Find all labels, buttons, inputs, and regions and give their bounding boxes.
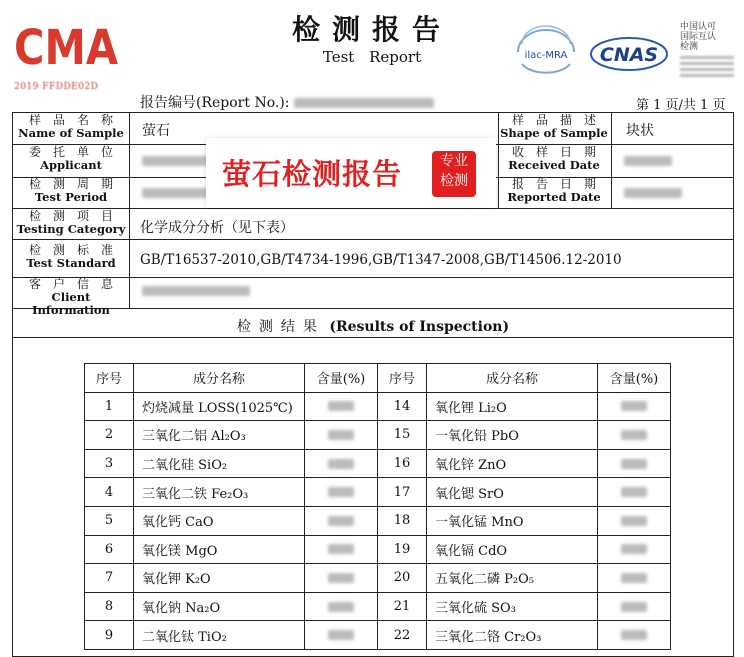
row-no: 19: [378, 535, 427, 564]
ilac-mra-logo: [512, 26, 580, 76]
row-no: 4: [85, 478, 134, 507]
results-table: [84, 363, 671, 650]
row-name: 三氧化二铁 Fe₂O₃: [134, 478, 305, 507]
row-content-redacted: [598, 535, 671, 564]
report-number-redacted: [294, 98, 434, 108]
report-number: [140, 92, 434, 112]
row-content-redacted: [305, 621, 378, 650]
row-no: 9: [85, 621, 134, 650]
row-no: 18: [378, 506, 427, 535]
value-test-period-redacted: [142, 188, 208, 198]
value-client-redacted: [142, 286, 250, 296]
row-no: 21: [378, 592, 427, 621]
value-applicant-redacted: [142, 156, 212, 166]
row-content-redacted: [305, 592, 378, 621]
page-info: 第 1 页/共 1 页: [636, 98, 726, 113]
row-name: 氧化镉 CdO: [427, 535, 598, 564]
row-name: 氧化锶 SrO: [427, 478, 598, 507]
report-number-label: 报告编号(Report No.):: [140, 95, 290, 111]
row-name: 三氧化硫 SO₃: [427, 592, 598, 621]
row-content-redacted: [598, 564, 671, 593]
row-name: 五氧化二磷 P₂O₅: [427, 564, 598, 593]
row-name: 灼烧减量 LOSS(1025℃): [134, 392, 305, 421]
label-test-standard: 检测标准 Test Standard: [26, 243, 125, 270]
row-content-redacted: [598, 592, 671, 621]
row-content-redacted: [598, 392, 671, 421]
row-name: 氧化镁 MgO: [134, 535, 305, 564]
report-title-cn: 检测报告: [291, 13, 452, 46]
row-no: 5: [85, 506, 134, 535]
label-test-period: 检测周期 Test Period: [28, 177, 125, 204]
table-row: [85, 535, 671, 564]
row-name: 一氧化铅 PbO: [427, 421, 598, 450]
row-no: 3: [85, 449, 134, 478]
table-row: [85, 449, 671, 478]
row-name: 氧化钙 CaO: [134, 506, 305, 535]
row-content-redacted: [305, 506, 378, 535]
row-name: 二氧化钛 TiO₂: [134, 621, 305, 650]
cma-logo-text: CMA: [14, 20, 118, 76]
row-name: 一氧化锰 MnO: [427, 506, 598, 535]
row-no: 6: [85, 535, 134, 564]
table-row: [85, 621, 671, 650]
label-testing-category: 检测项目 Testing Category: [16, 209, 126, 236]
table-row: [85, 392, 671, 421]
label-received-date: 收样日期 Received Date: [508, 145, 608, 172]
row-name: 氧化钠 Na₂O: [134, 592, 305, 621]
row-content-redacted: [598, 506, 671, 535]
value-test-standard: GB/T16537-2010,GB/T4734-1996,GB/T1347-2008,GB/T14506.12-2010: [140, 252, 622, 268]
row-name: 三氧化二铝 Al₂O₃: [134, 421, 305, 450]
row-name: 二氧化硅 SiO₂: [134, 449, 305, 478]
row-content-redacted: [305, 535, 378, 564]
cma-code: 2019 FFDDE02D: [14, 82, 99, 92]
value-received-redacted: [624, 156, 672, 166]
table-row: [85, 506, 671, 535]
row-no: 7: [85, 564, 134, 593]
cnas-logo: [588, 34, 670, 74]
row-content-redacted: [305, 421, 378, 450]
table-row: [85, 421, 671, 450]
cnas-text: CNAS: [599, 44, 659, 66]
row-no: 17: [378, 478, 427, 507]
row-content-redacted: [598, 449, 671, 478]
table-header-row: 序号 成分名称 含量(%) 序号 成分名称 含量(%): [85, 364, 671, 393]
label-shape: 样品描述 Shape of Sample: [500, 113, 608, 140]
ilac-text: ilac-MRA: [524, 50, 568, 61]
cert-text: 中国认可 国际互认 检测: [680, 22, 717, 52]
row-no: 1: [85, 392, 134, 421]
row-content-redacted: [598, 621, 671, 650]
label-applicant: 委托单位 Applicant: [28, 145, 125, 172]
row-content-redacted: [305, 564, 378, 593]
table-row: [85, 478, 671, 507]
report-title-en: Test Report: [322, 48, 422, 66]
row-name: 三氧化二铬 Cr₂O₃: [427, 621, 598, 650]
label-sample-name: 样品名称 Name of Sample: [18, 113, 125, 140]
row-content-redacted: [598, 421, 671, 450]
row-content-redacted: [305, 478, 378, 507]
row-name: 氧化锌 ZnO: [427, 449, 598, 478]
row-no: 16: [378, 449, 427, 478]
row-no: 15: [378, 421, 427, 450]
row-content-redacted: [305, 449, 378, 478]
row-no: 8: [85, 592, 134, 621]
row-no: 22: [378, 621, 427, 650]
row-no: 2: [85, 421, 134, 450]
table-row: [85, 564, 671, 593]
value-reported-redacted: [624, 188, 682, 198]
row-name: 氧化钾 K₂O: [134, 564, 305, 593]
value-testing-category: 化学成分分析（见下表）: [140, 220, 294, 236]
row-content-redacted: [598, 478, 671, 507]
row-name: 氧化锂 Li₂O: [427, 392, 598, 421]
banner-title: 萤石检测报告: [222, 157, 403, 191]
label-reported-date: 报告日期 Reported Date: [507, 177, 608, 204]
row-no: 14: [378, 392, 427, 421]
row-no: 20: [378, 564, 427, 593]
value-shape: 块状: [626, 123, 654, 139]
cert-id-redacted: [680, 56, 734, 78]
results-title: 检测结果 (Results of Inspection): [236, 319, 510, 335]
value-sample-name: 萤石: [142, 123, 170, 139]
row-content-redacted: [305, 392, 378, 421]
label-client-info: 客户信息 Client Information: [28, 277, 125, 317]
table-row: [85, 592, 671, 621]
professional-stamp: 专业 检测: [432, 151, 476, 197]
